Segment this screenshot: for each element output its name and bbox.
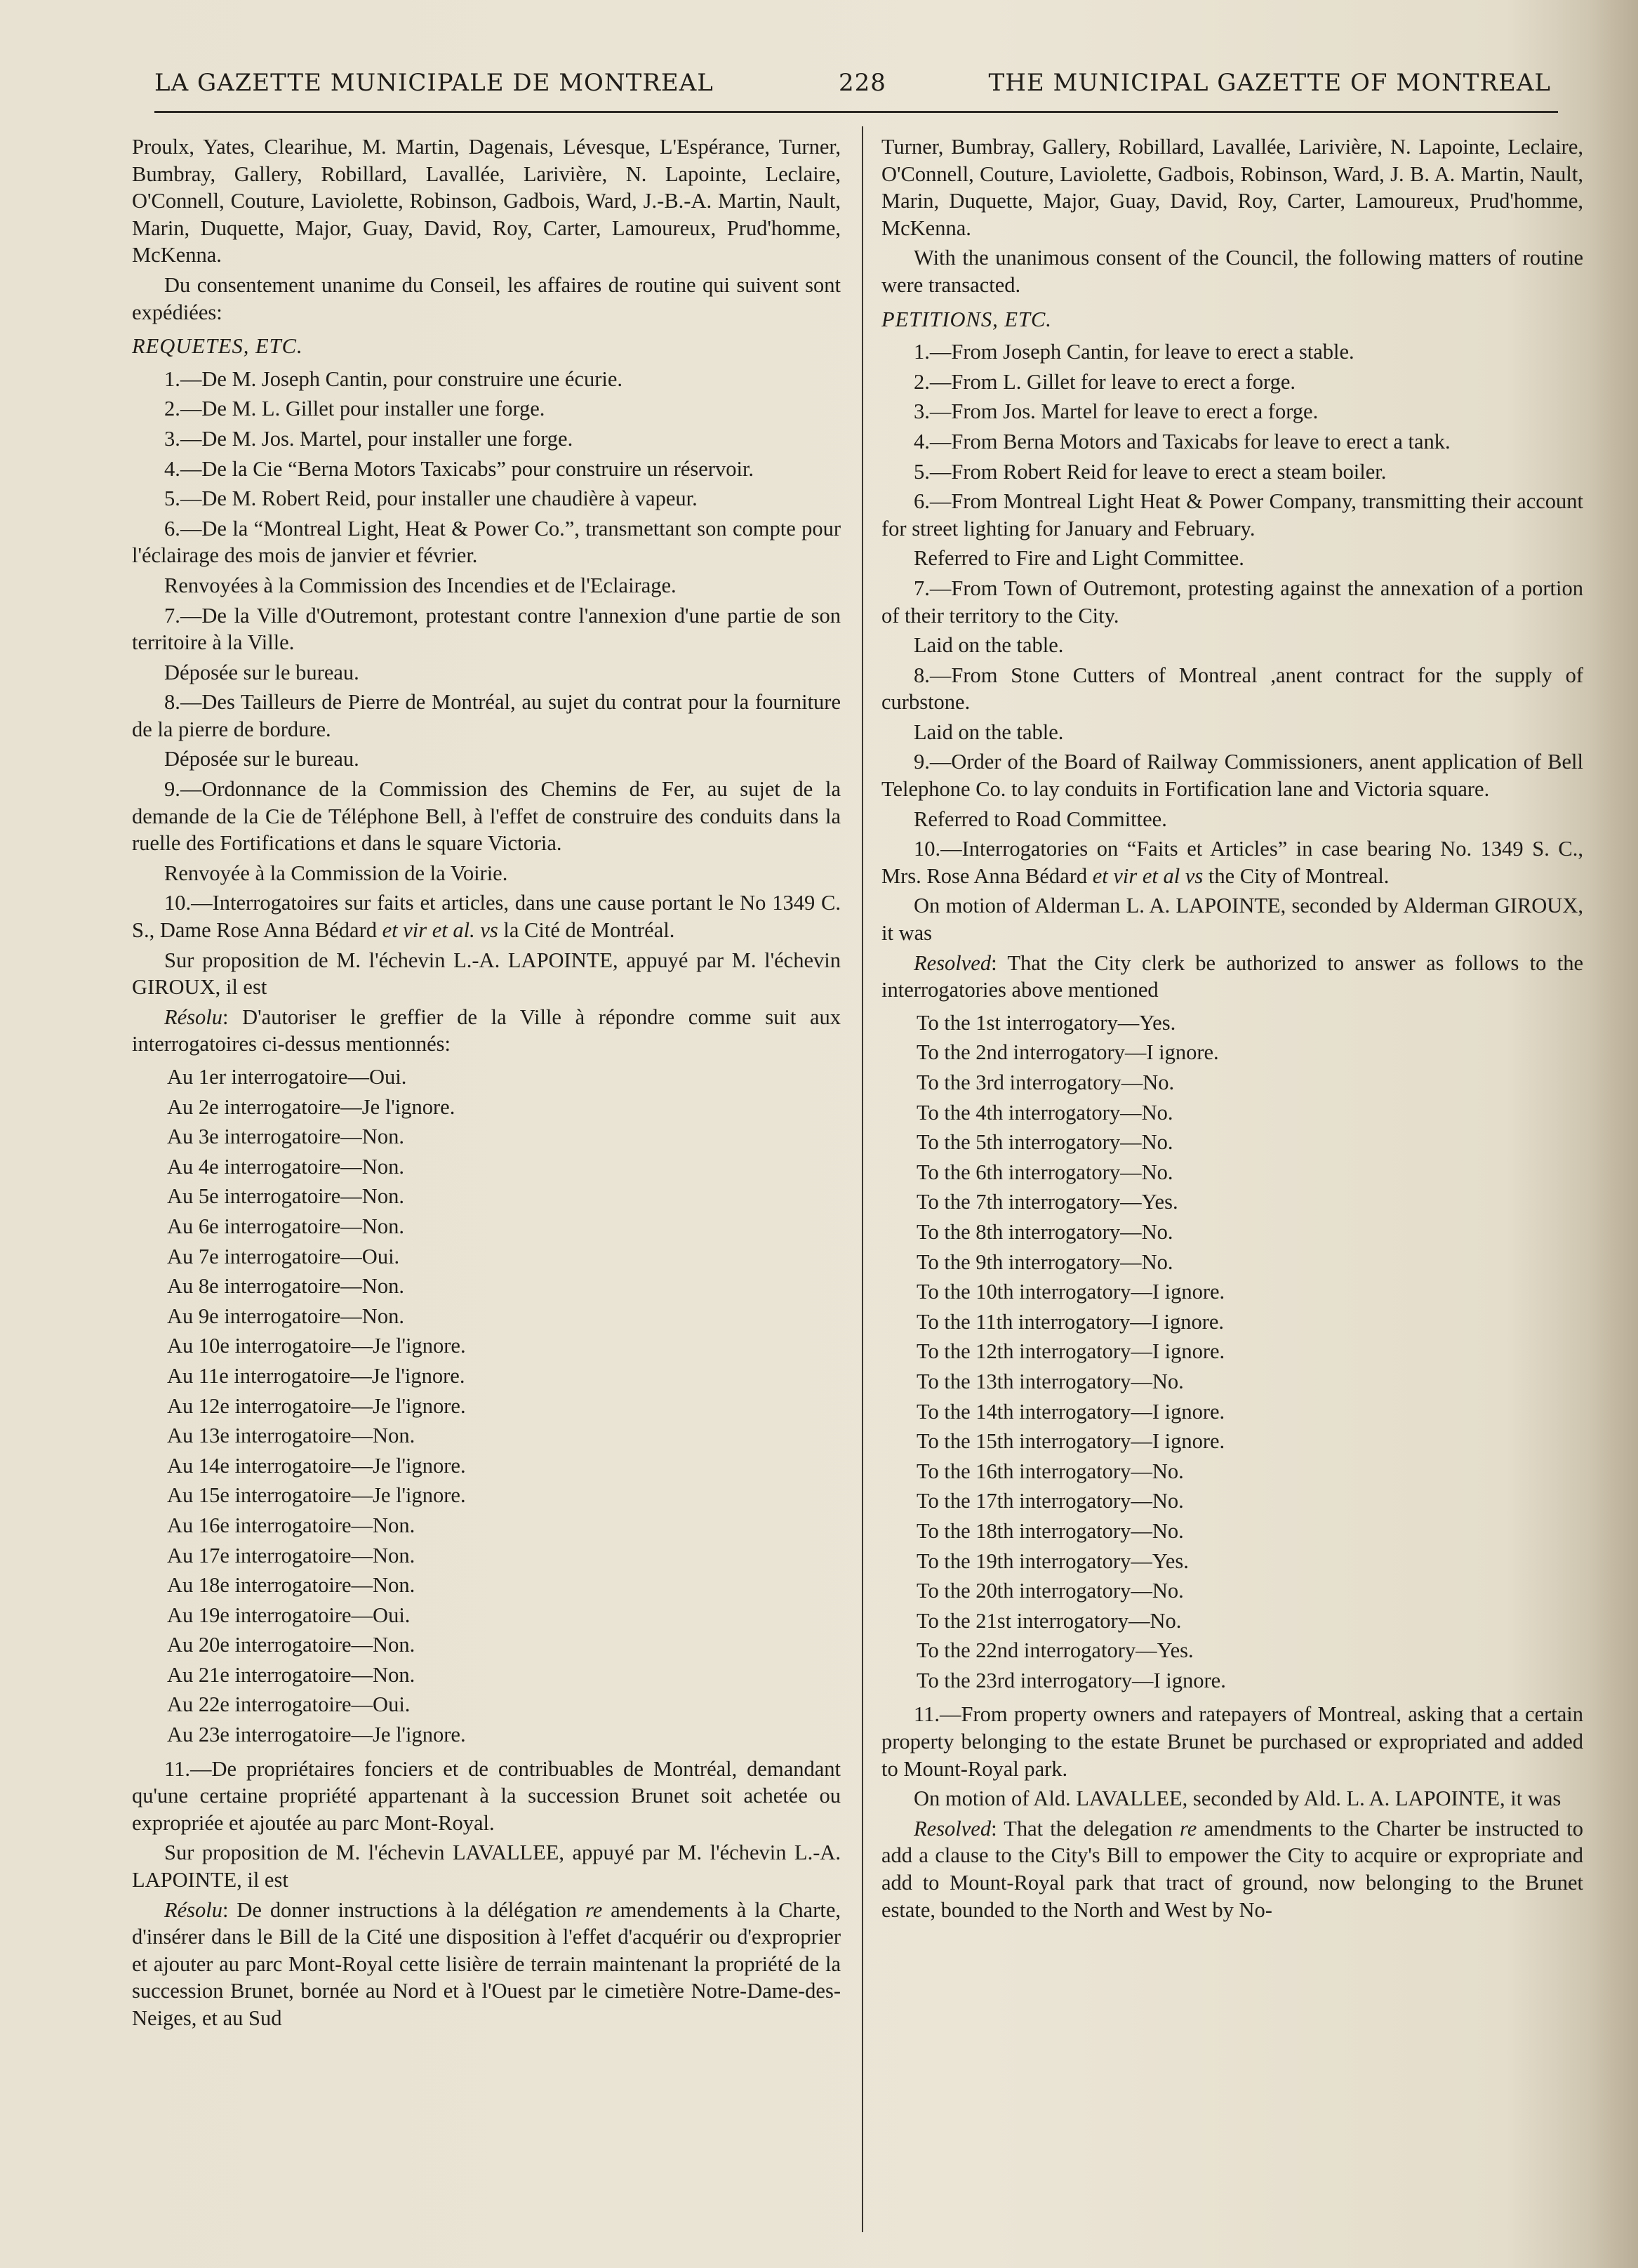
answer-line: Au 3e interrogatoire—Non.: [167, 1125, 404, 1149]
answer-line: To the 18th interrogatory—No.: [917, 1518, 1184, 1543]
item-9-referral: Referred to Road Committee.: [914, 807, 1167, 831]
header-rule: [154, 111, 1558, 113]
answer-line: Au 22e interrogatoire—Oui.: [167, 1692, 411, 1717]
resolution-2: [132, 1897, 841, 2032]
header-title-en: THE MUNICIPAL GAZETTE OF MONTREAL: [988, 69, 1551, 97]
answer-line: To the 12th interrogatory—I ignore.: [917, 1339, 1225, 1364]
answer-line: Au 4e interrogatoire—Non.: [167, 1154, 404, 1179]
motion-1: On motion of Alderman L. A. LAPOINTE, seconded by Alderman GIROUX, it was: [881, 894, 1583, 946]
item-6: 6.—From Montreal Light Heat & Power Company, transmitting their account for street lighting for January and February.: [881, 489, 1583, 541]
resolution-2-text: : That the delegation: [991, 1816, 1173, 1841]
resolution-2-end: amendments to the Charter be instructed to add a clause to the City's Bill to empower the City to acquire or expropriate and add to Mount-Royal park that tract of ground, now belonging to the Brunet estate, bounded to the North and West by No-: [881, 1816, 1583, 1922]
answer-line: Au 7e interrogatoire—Oui.: [167, 1244, 400, 1268]
answer-line: Au 11e interrogatoire—Je l'ignore.: [167, 1363, 465, 1388]
item-2: 2.—De M. L. Gillet pour installer une forge.: [164, 397, 545, 421]
item-6-referral: Renvoyées à la Commission des Incendies et de l'Eclairage.: [164, 573, 677, 597]
answer-line: Au 12e interrogatoire—Je l'ignore.: [167, 1393, 466, 1418]
answer-line: To the 6th interrogatory—No.: [917, 1160, 1173, 1184]
motion-2: On motion of Ald. LAVALLEE, seconded by Ald. L. A. LAPOINTE, it was: [914, 1786, 1562, 1811]
answer-line: Au 20e interrogatoire—Non.: [167, 1633, 415, 1657]
answers-list-fr: [167, 1062, 841, 1750]
item-10-end: la Cité de Montréal.: [503, 918, 675, 943]
answer-line: To the 22nd interrogatory—Yes.: [917, 1638, 1194, 1663]
item-10: [881, 835, 1583, 889]
item-1: 1.—From Joseph Cantin, for leave to erect a stable.: [914, 340, 1354, 364]
item-3: 3.—De M. Jos. Martel, pour installer une forge.: [164, 426, 573, 451]
item-2: 2.—From L. Gillet for leave to erect a forge.: [914, 369, 1296, 394]
item-9: 9.—Order of the Board of Railway Commissioners, anent application of Bell Telephone Co. to lay conduits in Fortification lane and Victoria square.: [881, 750, 1583, 802]
item-8-referral: Laid on the table.: [914, 719, 1064, 744]
item-10-end: the City of Montreal.: [1208, 863, 1390, 888]
resolution-1-label: Résolu: [164, 1004, 223, 1029]
resolution-2-label: Resolved: [914, 1816, 992, 1841]
resolution-2-italic: re: [1179, 1816, 1197, 1841]
item-3: 3.—From Jos. Martel for leave to erect a forge.: [914, 399, 1319, 424]
item-7: 7.—From Town of Outremont, protesting against the annexation of a portion of their territory to the City.: [881, 576, 1583, 628]
item-7-referral: Déposée sur le bureau.: [164, 660, 359, 684]
answer-line: To the 17th interrogatory—No.: [917, 1489, 1184, 1513]
resolution-1: [132, 1004, 841, 1058]
item-10-text: 10.—Interrogatories on “Faits et Articles” in case bearing No. 1349 S. C., Mrs. Rose Anna Bédard: [881, 837, 1583, 888]
item-7-referral: Laid on the table.: [914, 633, 1064, 658]
item-5: 5.—De M. Robert Reid, pour installer une chaudière à vapeur.: [164, 486, 698, 511]
answer-line: To the 14th interrogatory—I ignore.: [917, 1399, 1225, 1424]
answer-line: Au 16e interrogatoire—Non.: [167, 1513, 415, 1537]
resolution-1-label: Resolved: [914, 950, 992, 975]
answer-line: Au 10e interrogatoire—Je l'ignore.: [167, 1334, 466, 1358]
paragraph-consent: Du consentement unanime du Conseil, les affaires de routine qui suivent sont expédiées:: [132, 272, 841, 324]
column-divider: [862, 126, 863, 2232]
section-heading: REQUETES, ETC.: [132, 334, 303, 359]
answer-line: Au 8e interrogatoire—Non.: [167, 1274, 404, 1299]
item-4: 4.—From Berna Motors and Taxicabs for leave to erect a tank.: [914, 429, 1451, 453]
answer-line: Au 19e interrogatoire—Oui.: [167, 1603, 411, 1627]
section-heading: PETITIONS, ETC.: [881, 307, 1052, 331]
answer-line: Au 21e interrogatoire—Non.: [167, 1662, 415, 1687]
answer-line: Au 1er interrogatoire—Oui.: [167, 1065, 407, 1089]
answer-line: Au 14e interrogatoire—Je l'ignore.: [167, 1453, 466, 1478]
item-10-italic: et vir et al. vs: [382, 918, 498, 943]
answer-line: To the 10th interrogatory—I ignore.: [917, 1280, 1225, 1304]
answer-line: To the 21st interrogatory—No.: [917, 1608, 1182, 1633]
answer-line: To the 13th interrogatory—No.: [917, 1369, 1184, 1393]
item-6: 6.—De la “Montreal Light, Heat & Power Co.”, transmettant son compte pour l'éclairage des mois de janvier et février.: [132, 516, 841, 568]
item-11: 11.—De propriétaires fonciers et de contribuables de Montréal, demandant qu'une certaine propriété appartenant à la succession Brunet soit achetée ou expropriée et ajoutée au parc Mont-Royal.: [132, 1756, 841, 1835]
paragraph-consent: With the unanimous consent of the Council, the following matters of routine were transacted.: [881, 246, 1583, 297]
paragraph-names: Proulx, Yates, Clearihue, M. Martin, Dagenais, Lévesque, L'Espérance, Turner, Bumbray, Gallery, Robillard, Lavallée, Larivière, N. Lapointe, Leclaire, O'Connell, Couture, Laviolette, Robinson, Gadbois, Ward, J.-B.-A. Martin, Nault, Marin, Duquette, Major, Guay, David, Roy, Carter, Lamoureux, Prud'homme, McKenna.: [132, 135, 841, 267]
item-1: 1.—De M. Joseph Cantin, pour construire une écurie.: [164, 366, 623, 391]
resolution-2-text: : De donner instructions à la délégation: [222, 1897, 578, 1922]
answer-line: To the 23rd interrogatory—I ignore.: [917, 1668, 1226, 1692]
resolution-2: [881, 1815, 1583, 1923]
answers-list-en: [917, 1008, 1583, 1696]
answer-line: To the 15th interrogatory—I ignore.: [917, 1429, 1225, 1454]
item-9-referral: Renvoyée à la Commission de la Voirie.: [164, 861, 508, 885]
answer-line: Au 17e interrogatoire—Non.: [167, 1543, 415, 1567]
motion-1: Sur proposition de M. l'échevin L.-A. LAPOINTE, appuyé par M. l'échevin GIROUX, il est: [132, 948, 841, 1000]
answer-line: Au 2e interrogatoire—Je l'ignore.: [167, 1094, 455, 1119]
item-10-text: 10.—Interrogatoires sur faits et articles, dans une cause portant le No 1349 C. S., Dame Rose Anna Bédard: [132, 891, 841, 943]
answer-line: To the 8th interrogatory—No.: [917, 1219, 1173, 1244]
column-english: [881, 133, 1583, 1926]
answer-line: To the 5th interrogatory—No.: [917, 1130, 1173, 1155]
resolution-2-label: Résolu: [164, 1897, 223, 1922]
answer-line: To the 19th interrogatory—Yes.: [917, 1549, 1189, 1573]
resolution-1-text: : D'autoriser le greffier de la Ville à répondre comme suit aux interrogatoires ci-dessus mentionnés:: [132, 1004, 841, 1056]
page-number: 228: [839, 69, 886, 97]
answer-line: Au 9e interrogatoire—Non.: [167, 1304, 404, 1328]
item-8: 8.—Des Tailleurs de Pierre de Montréal, au sujet du contrat pour la fourniture de la pierre de bordure.: [132, 690, 841, 741]
answer-line: To the 4th interrogatory—No.: [917, 1100, 1173, 1125]
answer-line: Au 15e interrogatoire—Je l'ignore.: [167, 1483, 466, 1508]
item-8: 8.—From Stone Cutters of Montreal ,anent contract for the supply of curbstone.: [881, 663, 1583, 715]
answer-line: To the 7th interrogatory—Yes.: [917, 1190, 1178, 1214]
answer-line: To the 2nd interrogatory—I ignore.: [917, 1040, 1219, 1065]
answer-line: Au 13e interrogatoire—Non.: [167, 1424, 415, 1448]
answer-line: To the 1st interrogatory—Yes.: [917, 1010, 1176, 1035]
answer-line: To the 3rd interrogatory—No.: [917, 1070, 1175, 1094]
header-title-fr: LA GAZETTE MUNICIPALE DE MONTREAL: [154, 69, 714, 97]
answer-line: To the 11th interrogatory—I ignore.: [917, 1309, 1225, 1334]
answer-line: Au 5e interrogatoire—Non.: [167, 1184, 404, 1209]
item-7: 7.—De la Ville d'Outremont, protestant contre l'annexion d'une partie de son territoire à la Ville.: [132, 603, 841, 655]
item-4: 4.—De la Cie “Berna Motors Taxicabs” pour construire un réservoir.: [164, 456, 754, 481]
resolution-2-italic: re: [585, 1897, 603, 1922]
answer-line: To the 20th interrogatory—No.: [917, 1579, 1184, 1603]
item-10-italic: et vir et al vs: [1092, 863, 1204, 888]
answer-line: To the 9th interrogatory—No.: [917, 1249, 1173, 1274]
column-french: [132, 133, 841, 2035]
paragraph-names: Turner, Bumbray, Gallery, Robillard, Lavallée, Larivière, N. Lapointe, Leclaire, O'Connell, Couture, Laviolette, Gadbois, Robinson, Ward, J. B. A. Martin, Nault, Marin, Duquette, Major, Guay, David, Roy, Carter, Lamoureux, Prud'homme, McKenna.: [881, 135, 1583, 240]
item-11: 11.—From property owners and ratepayers of Montreal, asking that a certain property belonging to the estate Brunet be purchased or expropriated and added to Mount-Royal park.: [881, 1702, 1583, 1781]
item-8-referral: Déposée sur le bureau.: [164, 747, 359, 771]
page-header: [154, 69, 1551, 101]
answer-line: Au 23e interrogatoire—Je l'ignore.: [167, 1723, 466, 1747]
resolution-1: [881, 950, 1583, 1004]
resolution-1-text: : That the City clerk be authorized to answer as follows to the interrogatories above mentioned: [881, 950, 1583, 1002]
item-9: 9.—Ordonnance de la Commission des Chemins de Fer, au sujet de la demande de la Cie de Téléphone Bell, à l'effet de construire des conduits dans la ruelle des Fortifications et dans le square Victoria.: [132, 777, 841, 856]
answer-line: To the 16th interrogatory—No.: [917, 1459, 1184, 1483]
resolution-2-end: amendements à la Charte, d'insérer dans le Bill de la Cité une disposition à l'effet d'acquérir ou d'exproprier et ajouter au parc Mont-Royal cette lisière de terrain maintenant la propriété de la succession Brunet, bornée au Nord et à l'Ouest par le cimetière Notre-Dame-des-Neiges, et au Sud: [132, 1897, 841, 2030]
answer-line: Au 18e interrogatoire—Non.: [167, 1573, 415, 1598]
item-6-referral: Referred to Fire and Light Committee.: [914, 546, 1244, 571]
item-5: 5.—From Robert Reid for leave to erect a steam boiler.: [914, 459, 1387, 484]
answer-line: Au 6e interrogatoire—Non.: [167, 1214, 404, 1238]
item-10: [132, 889, 841, 943]
motion-2: Sur proposition de M. l'échevin LAVALLEE, appuyé par M. l'échevin L.-A. LAPOINTE, il est: [132, 1841, 841, 1892]
